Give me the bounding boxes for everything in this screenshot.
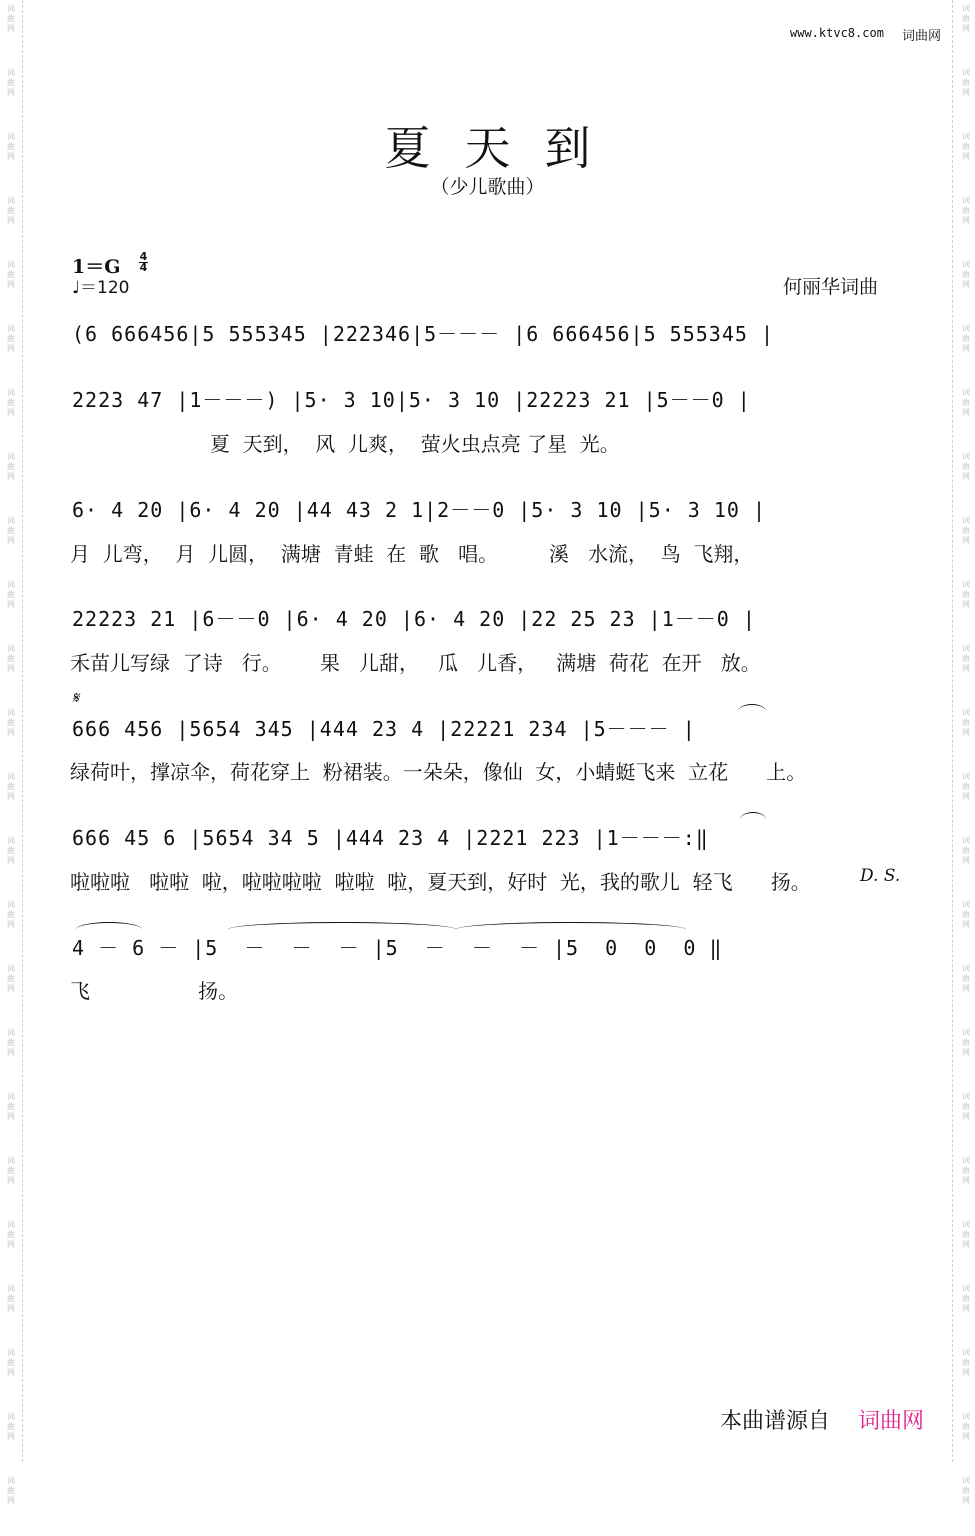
watermark-text: 词 曲 网 — [962, 964, 970, 993]
notation-row-1: (6 666456|5 555345 |222346|5－－－ |6 666456|5 555345 | — [72, 322, 775, 346]
watermark-text: 词 曲 网 — [962, 132, 970, 161]
watermark-text: 词 曲 网 — [7, 708, 15, 737]
watermark-text: 词 曲 网 — [7, 900, 15, 929]
margin-line-left — [22, 0, 23, 1462]
lyrics-row-7: 飞 扬。 — [70, 979, 239, 1003]
watermark-text: 词 曲 网 — [962, 196, 970, 225]
watermark-text: 词 曲 网 — [962, 324, 970, 353]
watermark-text: 词 曲 网 — [962, 580, 970, 609]
song-title: 夏天到 — [384, 121, 625, 175]
watermark-text: 词 曲 网 — [7, 1476, 15, 1505]
lyrics-row-3: 月 儿弯， 月 儿圆， 满塘 青蛙 在 歌 唱。 溪 水流， 鸟 飞翔， — [70, 542, 754, 566]
watermark-text: 词 曲 网 — [7, 260, 15, 289]
margin-line-right — [952, 0, 953, 1462]
watermark-text: 词 曲 网 — [962, 1220, 970, 1249]
footer-source-text: 本曲谱源自 — [720, 1409, 831, 1434]
tempo-marking: ♩＝120 — [72, 278, 130, 298]
watermark-text: 词 曲 网 — [962, 1476, 970, 1505]
watermark-text: 词 曲 网 — [962, 644, 970, 673]
watermark-text: 词 曲 网 — [962, 1284, 970, 1313]
site-name: 词曲网 — [902, 29, 942, 44]
tie-mark — [738, 704, 766, 719]
watermark-text: 词 曲 网 — [962, 1092, 970, 1121]
segno-sign: 𝄋 — [72, 688, 79, 707]
watermark-text: 词 曲 网 — [7, 1028, 15, 1057]
time-signature-top: 4 — [139, 250, 148, 263]
watermark-text: 词 曲 网 — [7, 1284, 15, 1313]
footer-brand-link[interactable]: 词曲网 — [858, 1409, 925, 1434]
tie-mark — [740, 812, 766, 827]
notation-row-7: 4 － 6 － |5 － － － |5 － － － |5 0 0 0 ‖ — [72, 936, 723, 960]
watermark-text: 词 曲 网 — [962, 388, 970, 417]
lyrics-row-4: 禾苗儿写绿 了诗 行。 果 儿甜， 瓜 儿香， 满塘 荷花 在开 放。 — [70, 651, 761, 675]
watermark-text: 词 曲 网 — [7, 68, 15, 97]
lyrics-row-5: 绿荷叶，撑凉伞，荷花穿上 粉裙装。一朵朵，像仙 女，小蜻蜓飞来 立花 上。 — [70, 760, 807, 784]
key-signature: 1＝G — [72, 256, 121, 278]
watermark-text: 词 曲 网 — [962, 1348, 970, 1377]
watermark-text: 词 曲 网 — [7, 1092, 15, 1121]
watermark-text: 词 曲 网 — [7, 772, 15, 801]
watermark-text: 词 曲 网 — [962, 68, 970, 97]
watermark-text: 词 曲 网 — [7, 516, 15, 545]
notation-row-2: 2223 47 |1－－－) |5· 3 10|5· 3 10 |22223 21 |5－－0 | — [72, 388, 751, 412]
lyrics-row-2: 夏 天到， 风 儿爽， 萤火虫点亮 了星 光。 — [70, 432, 620, 456]
watermark-text: 词 曲 网 — [7, 4, 15, 33]
watermark-text: 词 曲 网 — [962, 900, 970, 929]
watermark-text: 词 曲 网 — [962, 260, 970, 289]
watermark-text: 词 曲 网 — [7, 452, 15, 481]
watermark-text: 词 曲 网 — [962, 1028, 970, 1057]
watermark-text: 词 曲 网 — [7, 836, 15, 865]
dal-segno-marking: D. S. — [860, 866, 901, 886]
watermark-text: 词 曲 网 — [962, 1412, 970, 1441]
lyrics-row-6: 啦啦啦 啦啦 啦，啦啦啦啦 啦啦 啦，夏天到，好时 光，我的歌儿 轻飞 扬。 — [70, 870, 811, 894]
watermark-text: 词 曲 网 — [962, 836, 970, 865]
watermark-text: 词 曲 网 — [7, 1348, 15, 1377]
watermark-text: 词 曲 网 — [962, 516, 970, 545]
time-signature — [139, 252, 148, 273]
time-signature-bottom: 4 — [139, 261, 148, 274]
watermark-text: 词 曲 网 — [7, 324, 15, 353]
watermark-text: 词 曲 网 — [7, 132, 15, 161]
site-url[interactable]: www.ktvc8.com — [790, 26, 884, 40]
watermark-strip-right — [957, 0, 975, 1505]
watermark-text: 词 曲 网 — [7, 1412, 15, 1441]
watermark-text: 词 曲 网 — [7, 196, 15, 225]
watermark-strip-left — [2, 0, 20, 1505]
watermark-text: 词 曲 网 — [7, 1220, 15, 1249]
composer-credit: 何丽华词曲 — [783, 276, 879, 298]
watermark-text: 词 曲 网 — [7, 644, 15, 673]
watermark-text: 词 曲 网 — [962, 4, 970, 33]
notation-row-6: 666 45 6 |5654 34 5 |444 23 4 |2221 223 |1－－－:‖ — [72, 826, 709, 850]
watermark-text: 词 曲 网 — [7, 580, 15, 609]
notation-row-3: 6· 4 20 |6· 4 20 |44 43 2 1|2－－0 |5· 3 10 |5· 3 10 | — [72, 498, 767, 522]
watermark-text: 词 曲 网 — [7, 388, 15, 417]
watermark-text: 词 曲 网 — [7, 1156, 15, 1185]
song-subtitle: （少儿歌曲） — [430, 176, 545, 198]
notation-row-5: 666 456 |5654 345 |444 23 4 |22221 234 |5－－－ | — [72, 717, 696, 741]
watermark-text: 词 曲 网 — [7, 964, 15, 993]
notation-row-4: 22223 21 |6－－0 |6· 4 20 |6· 4 20 |22 25 23 |1－－0 | — [72, 607, 756, 631]
watermark-text: 词 曲 网 — [962, 708, 970, 737]
watermark-text: 词 曲 网 — [962, 772, 970, 801]
watermark-text: 词 曲 网 — [962, 452, 970, 481]
watermark-text: 词 曲 网 — [962, 1156, 970, 1185]
